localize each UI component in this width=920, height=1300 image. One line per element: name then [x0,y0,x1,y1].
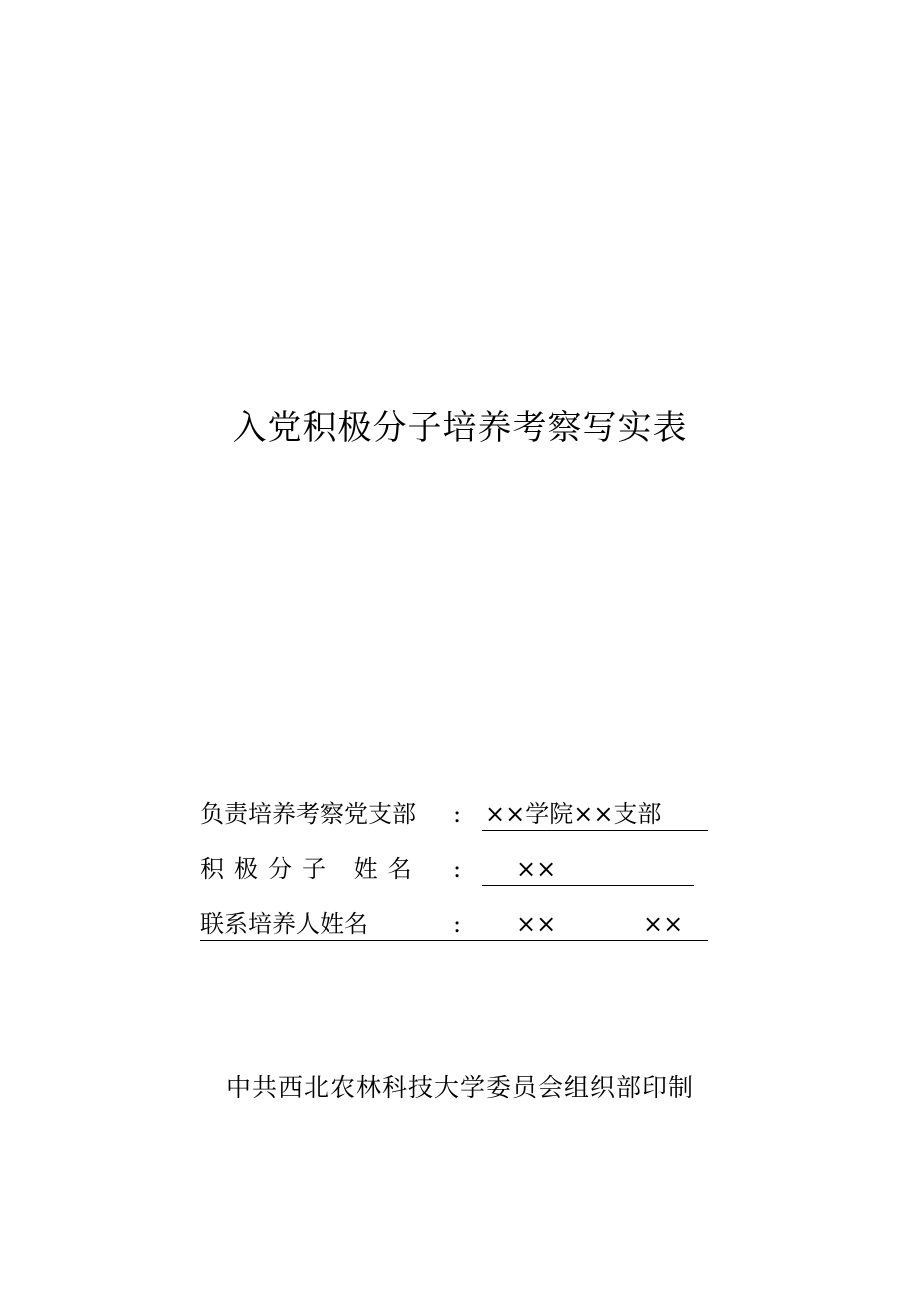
field-value-activist-name: ×× [516,855,557,883]
field-colon: : [453,800,462,828]
field-label-contact-mentor: 联系培养人姓名 [200,910,368,938]
field-value-party-branch: ××学院××支部 [485,800,662,828]
field-underline [482,851,694,886]
field-value-mentor-1: ×× [516,910,557,938]
field-colon: : [453,910,462,938]
field-label-party-branch: 负责培养考察党支部 [200,800,416,828]
field-colon: : [453,855,462,883]
document-footer-issuer: 中共西北农林科技大学委员会组织部印制 [225,1073,694,1102]
field-label-activist-name: 积极分子 姓名 [200,855,422,883]
field-value-mentor-2: ×× [643,910,684,938]
document-title: 入党积极分子培养考察写实表 [232,408,688,448]
